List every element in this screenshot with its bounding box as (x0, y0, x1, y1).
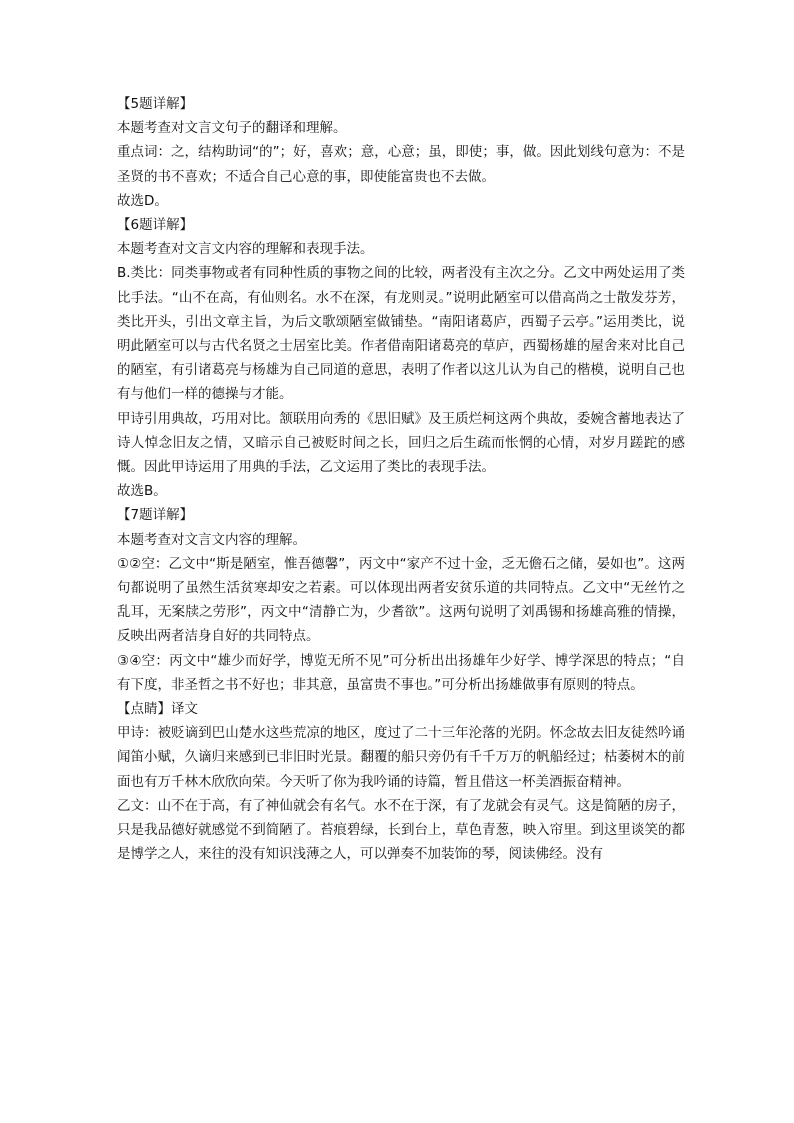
paragraph: 甲诗引用典故，巧用对比。颔联用向秀的《思旧赋》及王质烂柯这两个典故，委婉含蓄地表达了诗人悼念旧友之情，又暗示自己被贬时间之长，回归之后生疏而怅惘的心情，对岁月蹉跎的感慨。因此甲诗运用了用典的手法，乙文运用了类比的表现手法。 (117, 410, 685, 476)
answer-line: 故选B。 (117, 483, 167, 500)
paragraph: 甲诗：被贬谪到巴山楚水这些荒凉的地区，度过了二十三年沦落的光阴。怀念故去旧友徒然吟诵闻笛小赋，久谪归来感到已非旧时光景。翻覆的船只旁仍有千千万万的帆船经过；枯萎树木的前面也有万千林木欣欣向荣。今天听了你为我吟诵的诗篇，暂且借这一杯美酒振奋精神。 (117, 725, 685, 790)
answer-line: 故选D。 (117, 192, 168, 209)
paragraph: B.类比：同类事物或者有同种性质的事物之间的比较，两者没有主次之分。乙文中两处运用了类比手法。“山不在高，有仙则名。水不在深，有龙则灵。”说明此陋室可以借高尚之士散发芬芳，类比开头，引出文章主旨，为后文歌颂陋室做铺垫。“南阳诸葛庐，西蜀子云亭。”运用类比，说明此陋室可以与古代名贤之士居室比美。作者借南阳诸葛亮的草庐，西蜀杨雄的屋舍来对比自己的陋室，有引诸葛亮与杨雄为自己同道的意思，表明了作者以这儿认为自己的楷模，说明自己也有与他们一样的德操与才能。 (117, 265, 685, 403)
section-heading-q5: 【5题详解】 (117, 96, 194, 112)
paragraph: 本题考查对文言文内容的理解和表现手法。 (117, 241, 374, 258)
paragraph: 乙文：山不在于高，有了神仙就会有名气。水不在于深，有了龙就会有灵气。这是简陋的房子，只是我品德好就感觉不到简陋了。苔痕碧绿，长到台上，草色青葱，映入帘里。到这里谈笑的都是博学之人，来往的没有知识浅薄之人，可以弹奏不加装饰的琴，阅读佛经。没有 (117, 797, 685, 863)
section-heading-q7: 【7题详解】 (117, 507, 194, 524)
paragraph: ①②空：乙文中“斯是陋室，惟吾德馨”，丙文中“家产不过十金，乏无儋石之储，晏如也”。这两句都说明了虽然生活贫寒却安之若素。可以体现出两者安贫乐道的共同特点。乙文中“无丝竹之乱耳，无案牍之劳形”，丙文中“清静亡为，少耆欲”。这两句说明了刘禹锡和扬雄高雅的情操，反映出两者洁身自好的共同特点。 (117, 555, 685, 645)
paragraph: 本题考查对文言文句子的翻译和理解。 (117, 120, 347, 137)
section-heading-q6: 【6题详解】 (117, 217, 194, 234)
paragraph: 重点词：之，结构助词“的”；好，喜欢；意，心意；虽，即使；事，做。因此划线句意为：不是圣贤的书不喜欢；不适合自己心意的事，即使能富贵也不去做。 (117, 144, 685, 185)
section-heading-translation: 【点睛】译文 (117, 701, 198, 718)
paragraph: ③④空：丙文中“雄少而好学，博览无所不见”可分析出出扬雄年少好学、博学深思的特点；“自有下度，非圣哲之书不好也；非其意，虽富贵不事也。”可分析出扬雄做事有原则的特点。 (117, 652, 685, 693)
paragraph: 本题考查对文言文内容的理解。 (117, 531, 306, 548)
document-page (117, 92, 685, 867)
